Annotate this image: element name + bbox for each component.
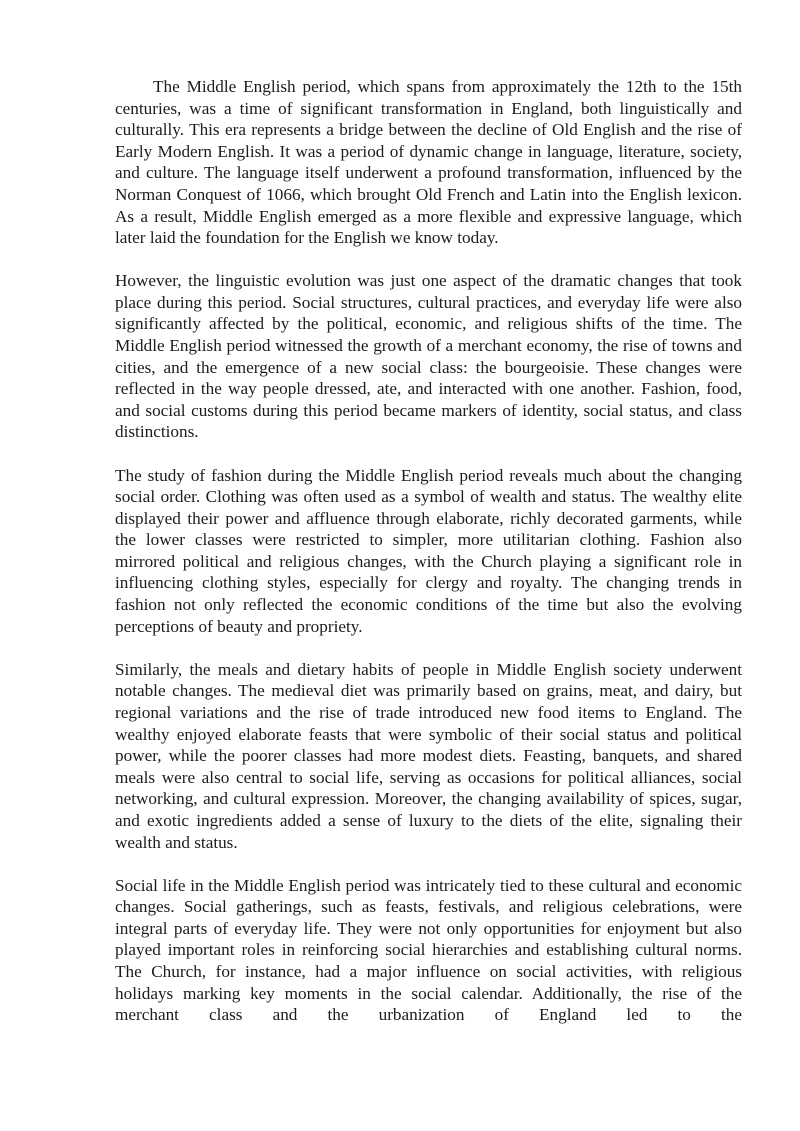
document-page <box>115 76 742 1047</box>
paragraph-fashion: The study of fashion during the Middle English period reveals much about the changing social order. Clothing was often used as a symbol of wealth and status. The wealthy elite displayed their power and affluence through elaborate, richly decorated garments, while the lower classes were restricted to simpler, more utilitarian clothing. Fashion also mirrored political and religious changes, with the Church playing a significant role in influencing clothing styles, especially for clergy and royalty. The changing trends in fashion not only reflected the economic conditions of the time but also the evolving perceptions of beauty and propriety. <box>115 465 742 636</box>
paragraph-social-change: However, the linguistic evolution was just one aspect of the dramatic changes that took place during this period. Social structures, cultural practices, and everyday life were also significantly affected by the political, economic, and religious shifts of the time. The Middle English period witnessed the growth of a merchant economy, the rise of towns and cities, and the emergence of a new social class: the bourgeoisie. These changes were reflected in the way people dressed, ate, and interacted with one another. Fashion, food, and social customs during this period became markers of identity, social status, and class distinctions. <box>115 271 742 442</box>
paragraph-social-life: Social life in the Middle English period was intricately tied to these cultural and economic changes. Social gatherings, such as feasts, festivals, and religious celebrations, were integral parts of everyday life. They were not only opportunities for enjoyment but also played important roles in reinforcing social hierarchies and establishing cultural norms. The Church, for instance, had a major influence on social activities, with religious holidays marking key moments in the social calendar. Additionally, the rise of the merchant class and the urbanization of England led to the <box>115 875 742 1025</box>
paragraph-meals: Similarly, the meals and dietary habits of people in Middle English society underwent notable changes. The medieval diet was primarily based on grains, meat, and dairy, but regional variations and the rise of trade introduced new food items to England. The wealthy enjoyed elaborate feasts that were symbolic of their social status and political power, while the poorer classes had more modest diets. Feasting, banquets, and shared meals were also central to social life, serving as occasions for political alliances, social networking, and cultural expression. Moreover, the changing availability of spices, sugar, and exotic ingredients added a sense of luxury to the diets of the elite, signaling their wealth and status. <box>115 659 742 852</box>
paragraph-introduction: The Middle English period, which spans from approximately the 12th to the 15th centuries, was a time of significant transformation in England, both linguistically and culturally. This era represents a bridge between the decline of Old English and the rise of Early Modern English. It was a period of dynamic change in language, literature, society, and culture. The language itself underwent a profound transformation, influenced by the Norman Conquest of 1066, which brought Old French and Latin into the English lexicon. As a result, Middle English emerged as a more flexible and expressive language, which later laid the foundation for the English we know today. <box>115 77 742 248</box>
